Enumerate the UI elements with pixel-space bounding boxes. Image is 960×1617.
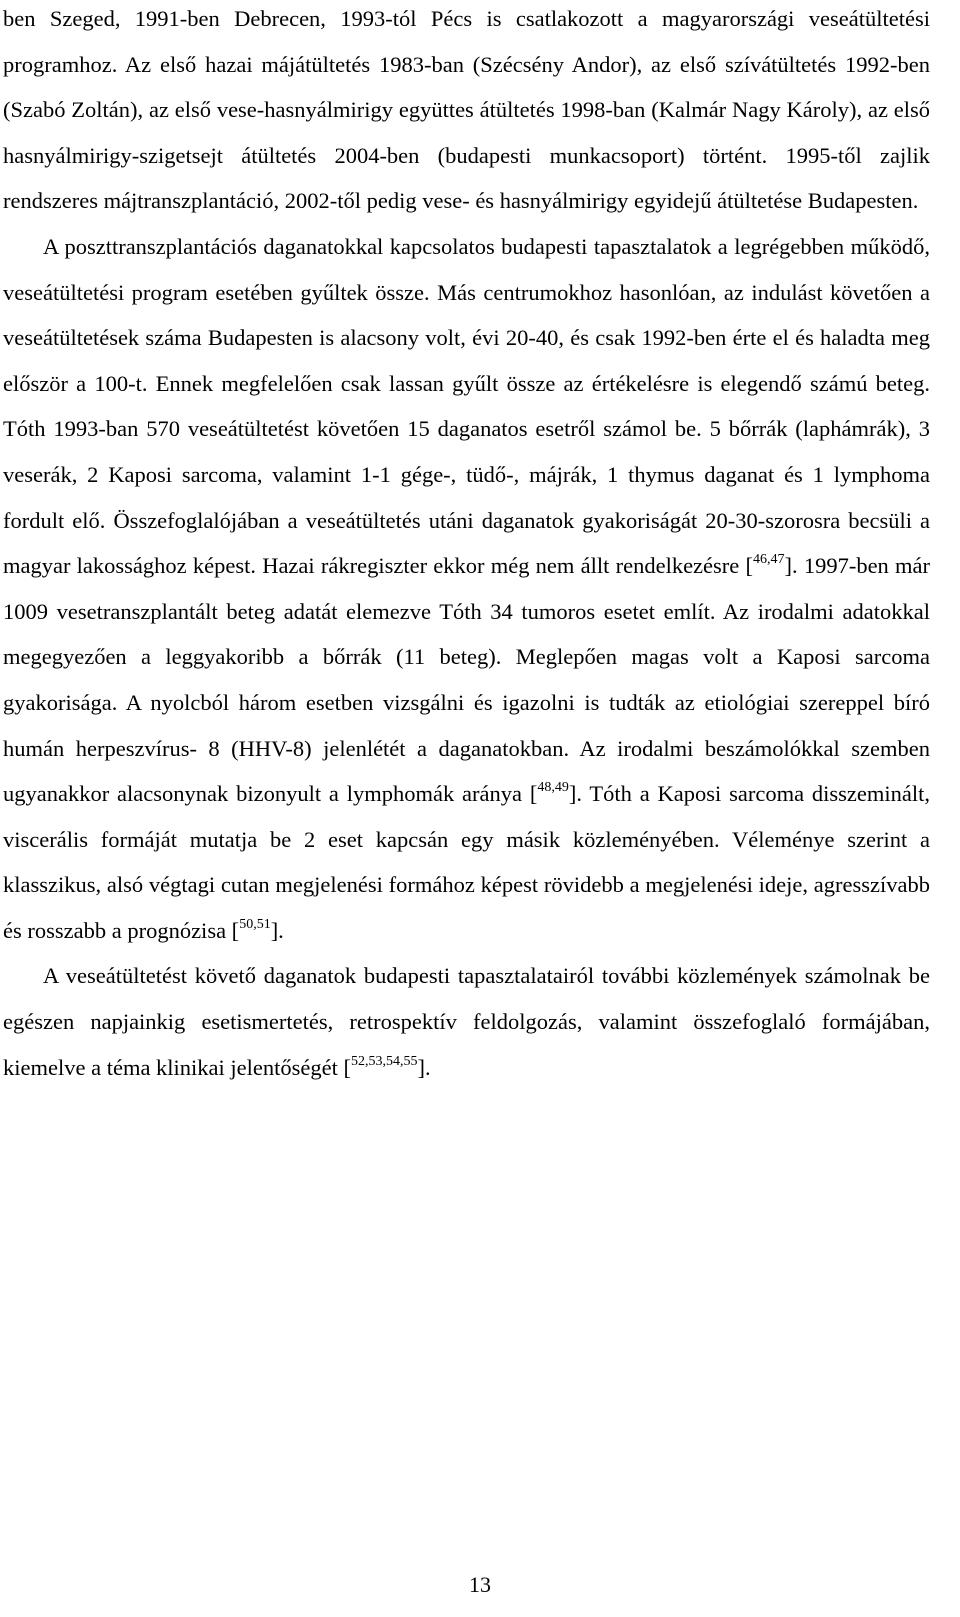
reference-citation: 50,51 (239, 916, 271, 932)
text-segment: ]. (417, 1054, 431, 1080)
paragraph-budapest-experience (3, 224, 930, 954)
page-number: 13 (469, 1572, 491, 1597)
text-segment: ]. 1997-ben már 1009 vesetranszplantált beteg adatát elemezve Tóth 34 tumoros esetet említ. Az irodalmi adatokkal megegyezően a leggyakoribb a bőrrák (11 beteg). Meglepően magas volt a Kaposi sarcoma gyakorisága. A nyolcból három esetben vizsgálni és igazolni is tudták az etiológiai szereppel bíró humán herpeszvírus- 8 (HHV-8) jelenlétét a daganatokban. Az irodalmi beszámolókkal szemben ugyanakkor alacsonynak bizonyult a lymphomák aránya [ (3, 553, 930, 807)
reference-citation: 48,49 (537, 780, 569, 796)
text-segment: A veseátültetést követő daganatok budapesti tapasztalatairól további közlemények számolnak be egészen napjainkig esetismertetés, retrospektív feldolgozás, valamint összefoglaló formájában, kiemelve a téma klinikai jelentőségét [ (3, 963, 930, 1080)
text-segment: A poszttranszplantációs daganatokkal kapcsolatos budapesti tapasztalatok a legrégebben működő, veseátültetési program esetében gyűltek össze. Más centrumokhoz hasonlóan, az indulást követően a veseátültetések száma Budapesten is alacsony volt, évi 20-40, és csak 1992-ben érte el és haladta meg először a 100-t. Ennek megfelelően csak lassan gyűlt össze az értékelésre is elegendő számú beteg. Tóth 1993-ban 570 veseátültetést követően 15 daganatos esetről számol be. 5 bőrrák (laphámrák), 3 veserák, 2 Kaposi sarcoma, valamint 1-1 gége-, tüdő-, májrák, 1 thymus daganat és 1 lymphoma fordult elő. Összefoglalójában a veseátültetés utáni daganatok gyakoriságát 20-30-szorosra becsüli a magyar lakossághoz képest. Hazai rákregiszter ekkor még nem állt rendelkezésre [ (3, 233, 930, 579)
paragraph-transplant-history (3, 0, 930, 224)
reference-citation: 46,47 (752, 552, 785, 568)
text-segment: ]. Tóth a Kaposi sarcoma disszeminált, viscerális formáját mutatja be 2 eset kapcsán egy másik közleményében. Véleménye szerint a klasszikus, alsó végtagi cutan megjelenési formához képest rövidebb a megjelenési ideje, agresszívabb és rosszabb a prognózisa [ (3, 781, 930, 943)
paragraph-further-publications (3, 953, 930, 1090)
text-segment: ]. (270, 917, 284, 943)
text-segment: ben Szeged, 1991-ben Debrecen, 1993-tól Pécs is csatlakozott a magyarországi veseátültetési programhoz. Az első hazai májátültetés 1983-ban (Szécsény Andor), az első szívátültetés 1992-ben (Szabó Zoltán), az első vese-hasnyálmirigy együttes átültetés 1998-ban (Kalmár Nagy Károly), az első hasnyálmirigy-szigetsejt átültetés 2004-ben (budapesti munkacsoport) történt. 1995-től zajlik rendszeres májtranszplantáció, 2002-től pedig vese- és hasnyálmirigy egyidejű átültetése Budapesten. (3, 6, 930, 214)
reference-citation: 52,53,54,55 (351, 1053, 418, 1069)
document-page (3, 0, 930, 1090)
